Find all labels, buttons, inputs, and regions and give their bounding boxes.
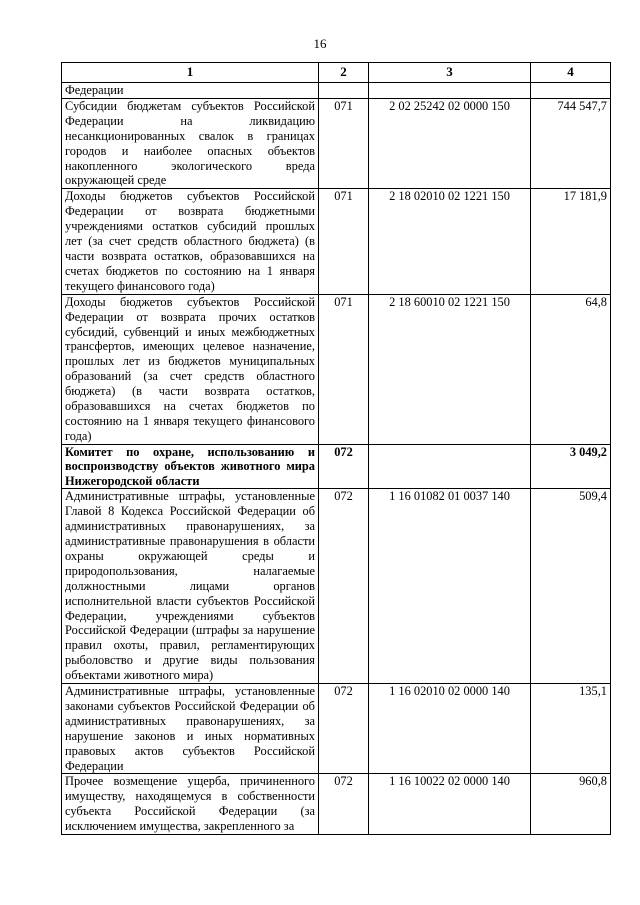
budget-classification-code-cell: 2 02 25242 02 0000 150 [369,98,531,188]
page-number: 16 [313,36,327,51]
column-header-4: 4 [531,63,611,83]
administrator-code-cell: 072 [319,774,369,835]
administrator-code-cell: 072 [319,444,369,489]
revenue-name-cell: Административные штрафы, установленные Главой 8 Кодекса Российской Федерации об административных правонарушениях, за административные правонарушения в области охраны окружающей среды и природопользования, налагаемые должностными лицами органов исполнительной власти субъектов Российской Федерации, учреждениями субъектов Российской Федерации (штрафы за нарушение правил охоты, правил, регламентирующих рыболовство и другие виды пользования объектами животного мира) [62,489,319,684]
revenue-name-cell: Административные штрафы, установленные законами субъектов Российской Федерации об административных правонарушениях, за нарушение законов и иных нормативных правовых актов субъектов Российской Федерации [62,684,319,774]
table-row [62,774,611,835]
administrator-code-cell: 072 [319,684,369,774]
column-header-3: 3 [369,63,531,83]
table-row-section-total [62,444,611,489]
revenue-name-cell: Прочее возмещение ущерба, причиненного имуществу, находящемуся в собственности субъекта Российской Федерации (за исключением имущества, закрепленного за [62,774,319,835]
budget-classification-code-cell: 2 18 02010 02 1221 150 [369,189,531,294]
budget-classification-code-cell: 1 16 01082 01 0037 140 [369,489,531,684]
column-header-2: 2 [319,63,369,83]
table-row [62,189,611,294]
section-total-amount-cell: 3 049,2 [531,444,611,489]
budget-classification-code-cell: 2 18 60010 02 1221 150 [369,294,531,444]
column-header-1: 1 [62,63,319,83]
revenue-name-cell: Субсидии бюджетам субъектов Российской Федерации на ликвидацию несанкционированных свалок в границах городов и наиболее опасных объектов накопленного экологического вреда окружающей среде [62,98,319,188]
amount-cell: 509,4 [531,489,611,684]
amount-cell: 960,8 [531,774,611,835]
budget-classification-code-cell: 1 16 10022 02 0000 140 [369,774,531,835]
table-header-row [62,63,611,83]
table-row [62,684,611,774]
amount-cell: 64,8 [531,294,611,444]
table-row [62,83,611,99]
amount-cell: 135,1 [531,684,611,774]
administrator-code-cell: 071 [319,294,369,444]
administrator-code-cell [319,83,369,99]
budget-classification-code-cell [369,83,531,99]
table-row [62,98,611,188]
revenue-name-cell: Федерации [62,83,319,99]
table-row [62,294,611,444]
budget-classification-code-cell [369,444,531,489]
administrator-code-cell: 071 [319,98,369,188]
budget-revenue-table [61,62,611,835]
administrator-code-cell: 072 [319,489,369,684]
table-row [62,489,611,684]
revenue-name-cell: Доходы бюджетов субъектов Российской Федерации от возврата прочих остатков субсидий, субвенций и иных межбюджетных трансфертов, имеющих целевое назначение, прошлых лет из бюджетов муниципальных образований (за счет средств областного бюджета) (в части возврата остатков, образовавшихся на счетах бюджетов по состоянию на 1 января текущего финансового года) [62,294,319,444]
administrator-code-cell: 071 [319,189,369,294]
budget-classification-code-cell: 1 16 02010 02 0000 140 [369,684,531,774]
revenue-name-cell: Доходы бюджетов субъектов Российской Федерации от возврата бюджетными учреждениями остатков субсидий прошлых лет (за счет средств областного бюджета) (в части возврата остатков, образовавшихся на счетах бюджетов по состоянию на 1 января текущего финансового года) [62,189,319,294]
amount-cell: 17 181,9 [531,189,611,294]
amount-cell [531,83,611,99]
section-name-cell: Комитет по охране, использованию и воспроизводству объектов животного мира Нижегородской области [62,444,319,489]
amount-cell: 744 547,7 [531,98,611,188]
